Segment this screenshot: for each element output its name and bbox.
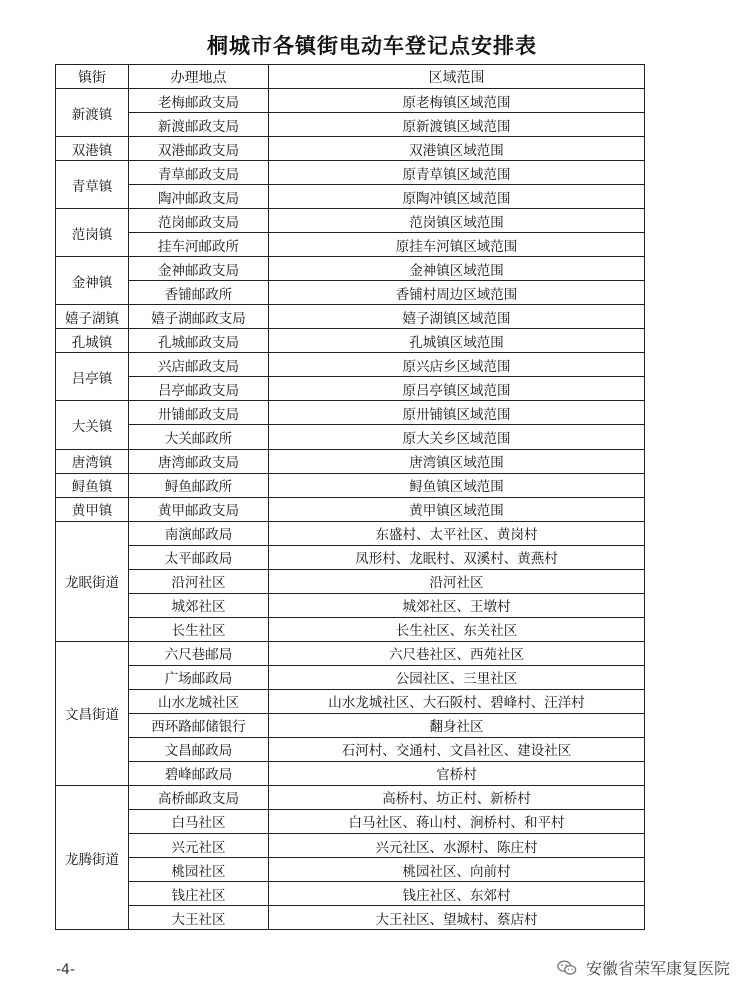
table-row: [56, 329, 645, 353]
table-row: [56, 185, 645, 209]
office-cell: 香铺邮政所: [129, 281, 269, 305]
table-row: [56, 689, 645, 713]
office-cell: 城郊社区: [129, 593, 269, 617]
area-cell: 大王社区、望城村、蔡店村: [269, 906, 645, 930]
town-cell: 龙腾街道: [56, 785, 129, 929]
office-cell: 青草邮政支局: [129, 161, 269, 185]
area-cell: 翻身社区: [269, 713, 645, 737]
area-cell: 原卅铺镇区域范围: [269, 401, 645, 425]
area-cell: 香铺村周边区域范围: [269, 281, 645, 305]
office-cell: 吕亭邮政支局: [129, 377, 269, 401]
area-cell: 凤形村、龙眠村、双溪村、黄燕村: [269, 545, 645, 569]
office-cell: 大关邮政所: [129, 425, 269, 449]
area-cell: 桃园社区、向前村: [269, 858, 645, 882]
area-cell: 原大关乡区域范围: [269, 425, 645, 449]
table-row: [56, 569, 645, 593]
table-row: [56, 785, 645, 809]
office-cell: 鲟鱼邮政所: [129, 473, 269, 497]
area-cell: 原挂车河镇区域范围: [269, 233, 645, 257]
area-cell: 唐湾镇区域范围: [269, 449, 645, 473]
office-cell: 卅铺邮政支局: [129, 401, 269, 425]
table-row: [56, 89, 645, 113]
area-cell: 黄甲镇区域范围: [269, 497, 645, 521]
office-cell: 西环路邮储银行: [129, 713, 269, 737]
town-cell: 双港镇: [56, 137, 129, 161]
wechat-icon: [556, 957, 578, 979]
area-cell: 兴元社区、水源村、陈庄村: [269, 834, 645, 858]
table-row: [56, 809, 645, 833]
table-row: [56, 665, 645, 689]
table-row: [56, 137, 645, 161]
office-cell: 金神邮政支局: [129, 257, 269, 281]
office-cell: 山水龙城社区: [129, 689, 269, 713]
town-cell: 青草镇: [56, 161, 129, 209]
area-cell: 原吕亭镇区域范围: [269, 377, 645, 401]
office-cell: 六尺巷邮局: [129, 641, 269, 665]
office-cell: 沿河社区: [129, 569, 269, 593]
table-row: [56, 761, 645, 785]
area-cell: 城郊社区、王墩村: [269, 593, 645, 617]
town-cell: 范岗镇: [56, 209, 129, 257]
town-cell: 嬉子湖镇: [56, 305, 129, 329]
table-row: [56, 521, 645, 545]
office-cell: 桃园社区: [129, 858, 269, 882]
area-cell: 官桥村: [269, 761, 645, 785]
town-cell: 孔城镇: [56, 329, 129, 353]
table-row: [56, 281, 645, 305]
office-cell: 兴店邮政支局: [129, 353, 269, 377]
office-cell: 碧峰邮政局: [129, 761, 269, 785]
table-row: [56, 377, 645, 401]
table-row: [56, 473, 645, 497]
area-cell: 长生社区、东关社区: [269, 617, 645, 641]
area-cell: 鲟鱼镇区域范围: [269, 473, 645, 497]
town-cell: 吕亭镇: [56, 353, 129, 401]
table-row: [56, 713, 645, 737]
office-cell: 挂车河邮政所: [129, 233, 269, 257]
area-cell: 东盛村、太平社区、黄岗村: [269, 521, 645, 545]
area-cell: 原老梅镇区域范围: [269, 89, 645, 113]
area-cell: 白马社区、蒋山村、涧桥村、和平村: [269, 809, 645, 833]
table-row: [56, 233, 645, 257]
office-cell: 嬉子湖邮政支局: [129, 305, 269, 329]
area-cell: 原青草镇区域范围: [269, 161, 645, 185]
table-row: [56, 641, 645, 665]
area-cell: 原兴店乡区域范围: [269, 353, 645, 377]
area-cell: 山水龙城社区、大石阪村、碧峰村、汪洋村: [269, 689, 645, 713]
office-cell: 文昌邮政局: [129, 737, 269, 761]
area-cell: 原新渡镇区域范围: [269, 113, 645, 137]
table-row: [56, 113, 645, 137]
town-cell: 新渡镇: [56, 89, 129, 137]
table-row: [56, 617, 645, 641]
office-cell: 长生社区: [129, 617, 269, 641]
office-cell: 孔城邮政支局: [129, 329, 269, 353]
source-watermark: [556, 956, 730, 979]
office-cell: 范岗邮政支局: [129, 209, 269, 233]
area-cell: 钱庄社区、东郊村: [269, 882, 645, 906]
table-body: [56, 89, 645, 930]
source-name: 安徽省荣军康复医院: [585, 959, 730, 978]
area-cell: 公园社区、三里社区: [269, 665, 645, 689]
registration-table: [55, 64, 645, 930]
town-cell: 大关镇: [56, 401, 129, 449]
table-row: [56, 209, 645, 233]
table-row: [56, 737, 645, 761]
header-town: 镇街: [56, 65, 129, 89]
area-cell: 双港镇区域范围: [269, 137, 645, 161]
town-cell: 龙眠街道: [56, 521, 129, 641]
area-cell: 沿河社区: [269, 569, 645, 593]
table-row: [56, 882, 645, 906]
office-cell: 双港邮政支局: [129, 137, 269, 161]
office-cell: 广场邮政局: [129, 665, 269, 689]
town-cell: 鲟鱼镇: [56, 473, 129, 497]
office-cell: 新渡邮政支局: [129, 113, 269, 137]
office-cell: 南演邮政局: [129, 521, 269, 545]
area-cell: 原陶冲镇区域范围: [269, 185, 645, 209]
area-cell: 六尺巷社区、西苑社区: [269, 641, 645, 665]
table-row: [56, 858, 645, 882]
area-cell: 高桥村、坊正村、新桥村: [269, 785, 645, 809]
table-row: [56, 257, 645, 281]
table-row: [56, 305, 645, 329]
table-row: [56, 353, 645, 377]
header-area: 区域范围: [269, 65, 645, 89]
office-cell: 黄甲邮政支局: [129, 497, 269, 521]
page-number: -4-: [56, 962, 76, 978]
table-row: [56, 834, 645, 858]
town-cell: 金神镇: [56, 257, 129, 305]
office-cell: 高桥邮政支局: [129, 785, 269, 809]
office-cell: 白马社区: [129, 809, 269, 833]
office-cell: 唐湾邮政支局: [129, 449, 269, 473]
area-cell: 金神镇区域范围: [269, 257, 645, 281]
office-cell: 大王社区: [129, 906, 269, 930]
header-office: 办理地点: [129, 65, 269, 89]
town-cell: 文昌街道: [56, 641, 129, 785]
table-row: [56, 425, 645, 449]
page-title: 桐城市各镇街电动车登记点安排表: [207, 34, 537, 58]
table-row: [56, 545, 645, 569]
office-cell: 兴元社区: [129, 834, 269, 858]
table-row: [56, 161, 645, 185]
office-cell: 钱庄社区: [129, 882, 269, 906]
town-cell: 黄甲镇: [56, 497, 129, 521]
area-cell: 嬉子湖镇区域范围: [269, 305, 645, 329]
table-row: [56, 449, 645, 473]
office-cell: 陶冲邮政支局: [129, 185, 269, 209]
header-row: [56, 65, 645, 89]
area-cell: 石河村、交通村、文昌社区、建设社区: [269, 737, 645, 761]
area-cell: 范岗镇区域范围: [269, 209, 645, 233]
office-cell: 老梅邮政支局: [129, 89, 269, 113]
town-cell: 唐湾镇: [56, 449, 129, 473]
table-row: [56, 401, 645, 425]
office-cell: 太平邮政局: [129, 545, 269, 569]
area-cell: 孔城镇区域范围: [269, 329, 645, 353]
table-row: [56, 593, 645, 617]
table-row: [56, 497, 645, 521]
table-row: [56, 906, 645, 930]
